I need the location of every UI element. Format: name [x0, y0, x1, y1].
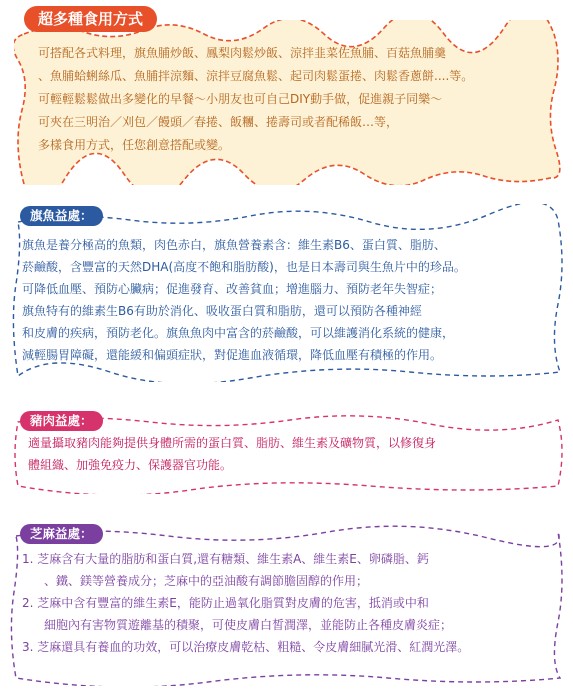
fish-line: 減輕腸胃障礙，還能緩和偏頭症狀，對促進血液循環，降低血壓有積極的作用。 — [22, 348, 443, 362]
fish-line: 菸鹼酸，含豐富的天然DHA(高度不飽和脂肪酸)，也是日本壽司與生魚片中的珍品。 — [22, 260, 466, 274]
fish-line: 旗魚是養分極高的魚類，肉色赤白，旗魚營養素含：維生素B6、蛋白質、脂肪、 — [22, 238, 446, 252]
sesame-title: 芝麻益處： — [20, 524, 103, 544]
fish-line: 旗魚特有的維素生B6有助於消化、吸收蛋白質和脂肪，還可以預防各種神經 — [22, 304, 422, 318]
usage-line: 可輕輕鬆鬆做出多變化的早餐～小朋友也可自己DIY動手做，促進親子同樂～ — [38, 92, 443, 106]
fish-title: 旗魚益處： — [20, 206, 103, 226]
usage-line: 多樣食用方式，任您創意搭配或變。 — [38, 138, 231, 152]
usage-text — [38, 42, 558, 157]
pork-line: 體組織、加強免疫力、保護器官功能。 — [28, 458, 233, 472]
sesame-line: 1. 芝麻含有大量的脂肪和蛋白質,還有糖類、維生素A、維生素E、卵磷脂、鈣 — [22, 552, 429, 566]
usage-line: 、魚脯蛤蜊絲瓜、魚脯拌涼麵、涼拌豆腐魚鬆、起司肉鬆蛋捲、肉鬆香蔥餅....等。 — [38, 69, 474, 83]
usage-panel — [14, 20, 562, 185]
pork-text — [28, 432, 436, 476]
fish-line: 可降低血壓、預防心臟病；促進發育、改善貧血；增進腦力、預防老年失智症； — [22, 282, 443, 296]
fish-line: 和皮膚的疾病，預防老化。旗魚魚肉中富含的菸鹼酸，可以維護消化系統的健康， — [22, 326, 455, 340]
fish-text — [22, 234, 466, 366]
pork-line: 適量攝取豬肉能夠提供身體所需的蛋白質、脂肪、維生素及礦物質，以修復身 — [28, 436, 437, 450]
usage-line: 可夾在三明治／刈包／饅頭／春捲、飯糰、捲壽司或者配稀飯…等， — [38, 115, 399, 129]
pork-title: 豬肉益處： — [20, 411, 103, 431]
sesame-panel — [8, 522, 566, 686]
fish-panel — [10, 204, 566, 382]
sesame-text — [22, 548, 469, 658]
usage-title: 超多種食用方式 — [24, 6, 157, 32]
sesame-line: 2. 芝麻中含有豐富的維生素E，能防止過氧化脂質對皮膚的危害，抵消或中和 — [22, 596, 429, 610]
usage-line: 可搭配各式料理，旗魚脯炒飯、鳳梨肉鬆炒飯、涼拌韭菜佐魚脯、百菇魚脯羹 — [38, 46, 447, 60]
sesame-line: 細胞內有害物質遊離基的積聚，可使皮膚白皙潤澤，並能防止各種皮膚炎症； — [44, 618, 453, 632]
sesame-line: 3. 芝麻還具有養血的功效，可以治療皮膚乾枯、粗糙、令皮膚細膩光滑、紅潤光澤。 — [22, 640, 470, 654]
sesame-line: 、鐵、鎂等營養成分；芝麻中的亞油酸有調節膽固醇的作用； — [44, 574, 369, 588]
